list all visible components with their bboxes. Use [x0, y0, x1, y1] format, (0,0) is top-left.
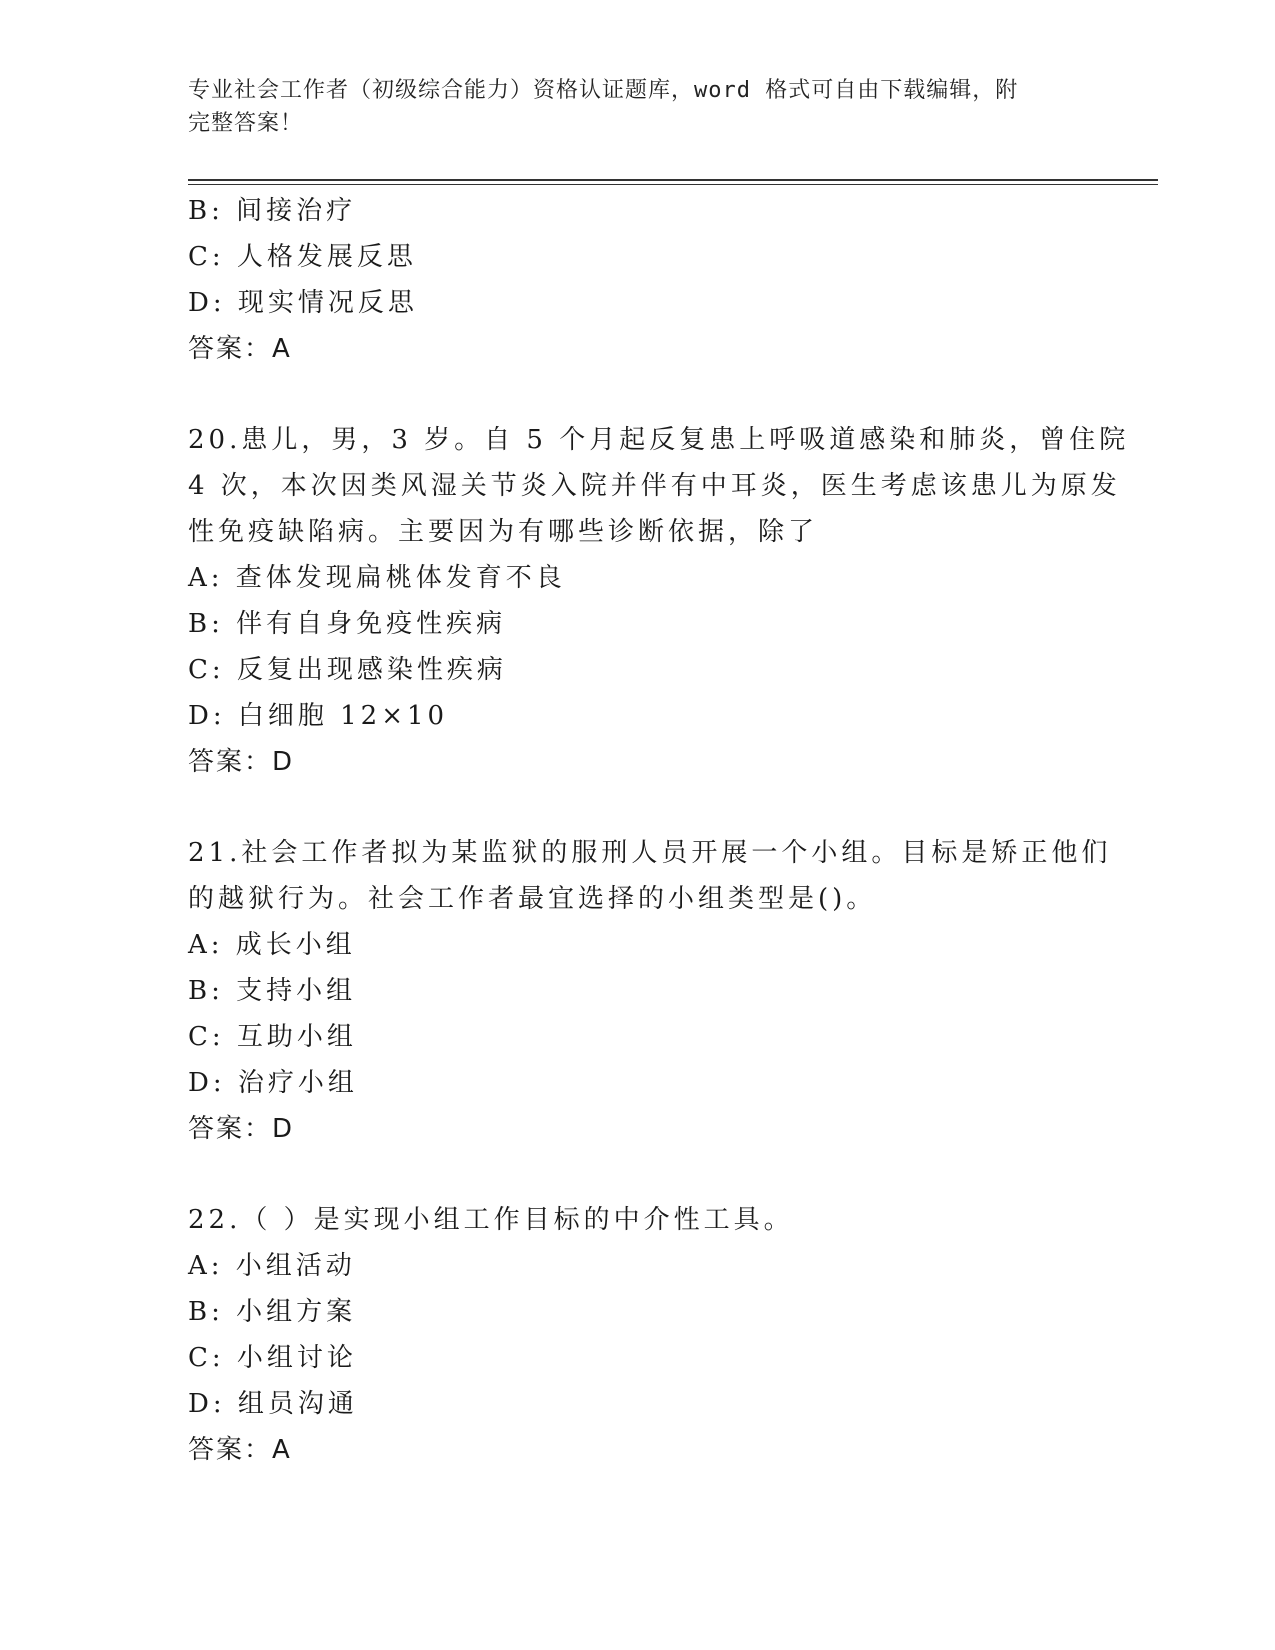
- header-divider-thin: [188, 184, 1158, 185]
- option-d: D: 组员沟通: [188, 1389, 358, 1419]
- option-c: C: 小组讨论: [188, 1343, 357, 1373]
- option-a: A: 成长小组: [188, 930, 356, 960]
- question-19-tail: [188, 188, 1088, 372]
- question-22: [188, 1197, 1088, 1473]
- option-a: A: 小组活动: [188, 1251, 356, 1281]
- spacer: [188, 1152, 1088, 1197]
- spacer: [188, 372, 1088, 417]
- header-line-2: 完整答案！: [188, 111, 304, 136]
- document-header: [188, 74, 1088, 140]
- answer-line: 答案：A: [188, 1435, 292, 1465]
- spacer: [188, 785, 1088, 830]
- answer-line: 答案：A: [188, 334, 292, 364]
- question-20: [188, 417, 1130, 785]
- question-stem-line: 21.社会工作者拟为某监狱的服刑人员开展一个小组。目标是矫正他们: [188, 838, 1112, 868]
- question-stem-line: 4 次，本次因类风湿关节炎入院并伴有中耳炎，医生考虑该患儿为原发: [188, 471, 1121, 501]
- option-b: B: 小组方案: [188, 1297, 357, 1327]
- header-divider-thick: [188, 179, 1158, 181]
- header-line-1: 专业社会工作者（初级综合能力）资格认证题库，word 格式可自由下载编辑，附: [188, 78, 1019, 103]
- option-d: D: 白细胞 12×10: [188, 701, 449, 731]
- question-stem-line: 20.患儿，男，3 岁。自 5 个月起反复患上呼吸道感染和肺炎，曾住院: [188, 425, 1130, 455]
- question-21: [188, 830, 1112, 1152]
- question-stem-line: 的越狱行为。社会工作者最宜选择的小组类型是()。: [188, 884, 877, 914]
- option-c: C: 互助小组: [188, 1022, 357, 1052]
- option-b: B: 支持小组: [188, 976, 357, 1006]
- answer-line: 答案：D: [188, 747, 295, 777]
- option-a: A: 查体发现扁桃体发育不良: [188, 563, 566, 593]
- option-c: C: 反复出现感染性疾病: [188, 655, 507, 685]
- answer-line: 答案：D: [188, 1114, 295, 1144]
- option-d: D: 现实情况反思: [188, 288, 418, 318]
- question-stem-line: 性免疫缺陷病。主要因为有哪些诊断依据，除了: [188, 517, 819, 547]
- option-b: B: 伴有自身免疫性疾病: [188, 609, 507, 639]
- question-list: [188, 188, 1130, 1473]
- option-b: B: 间接治疗: [188, 196, 357, 226]
- option-d: D: 治疗小组: [188, 1068, 358, 1098]
- option-c: C: 人格发展反思: [188, 242, 417, 272]
- question-stem-line: 22.（ ）是实现小组工作目标的中介性工具。: [188, 1205, 794, 1235]
